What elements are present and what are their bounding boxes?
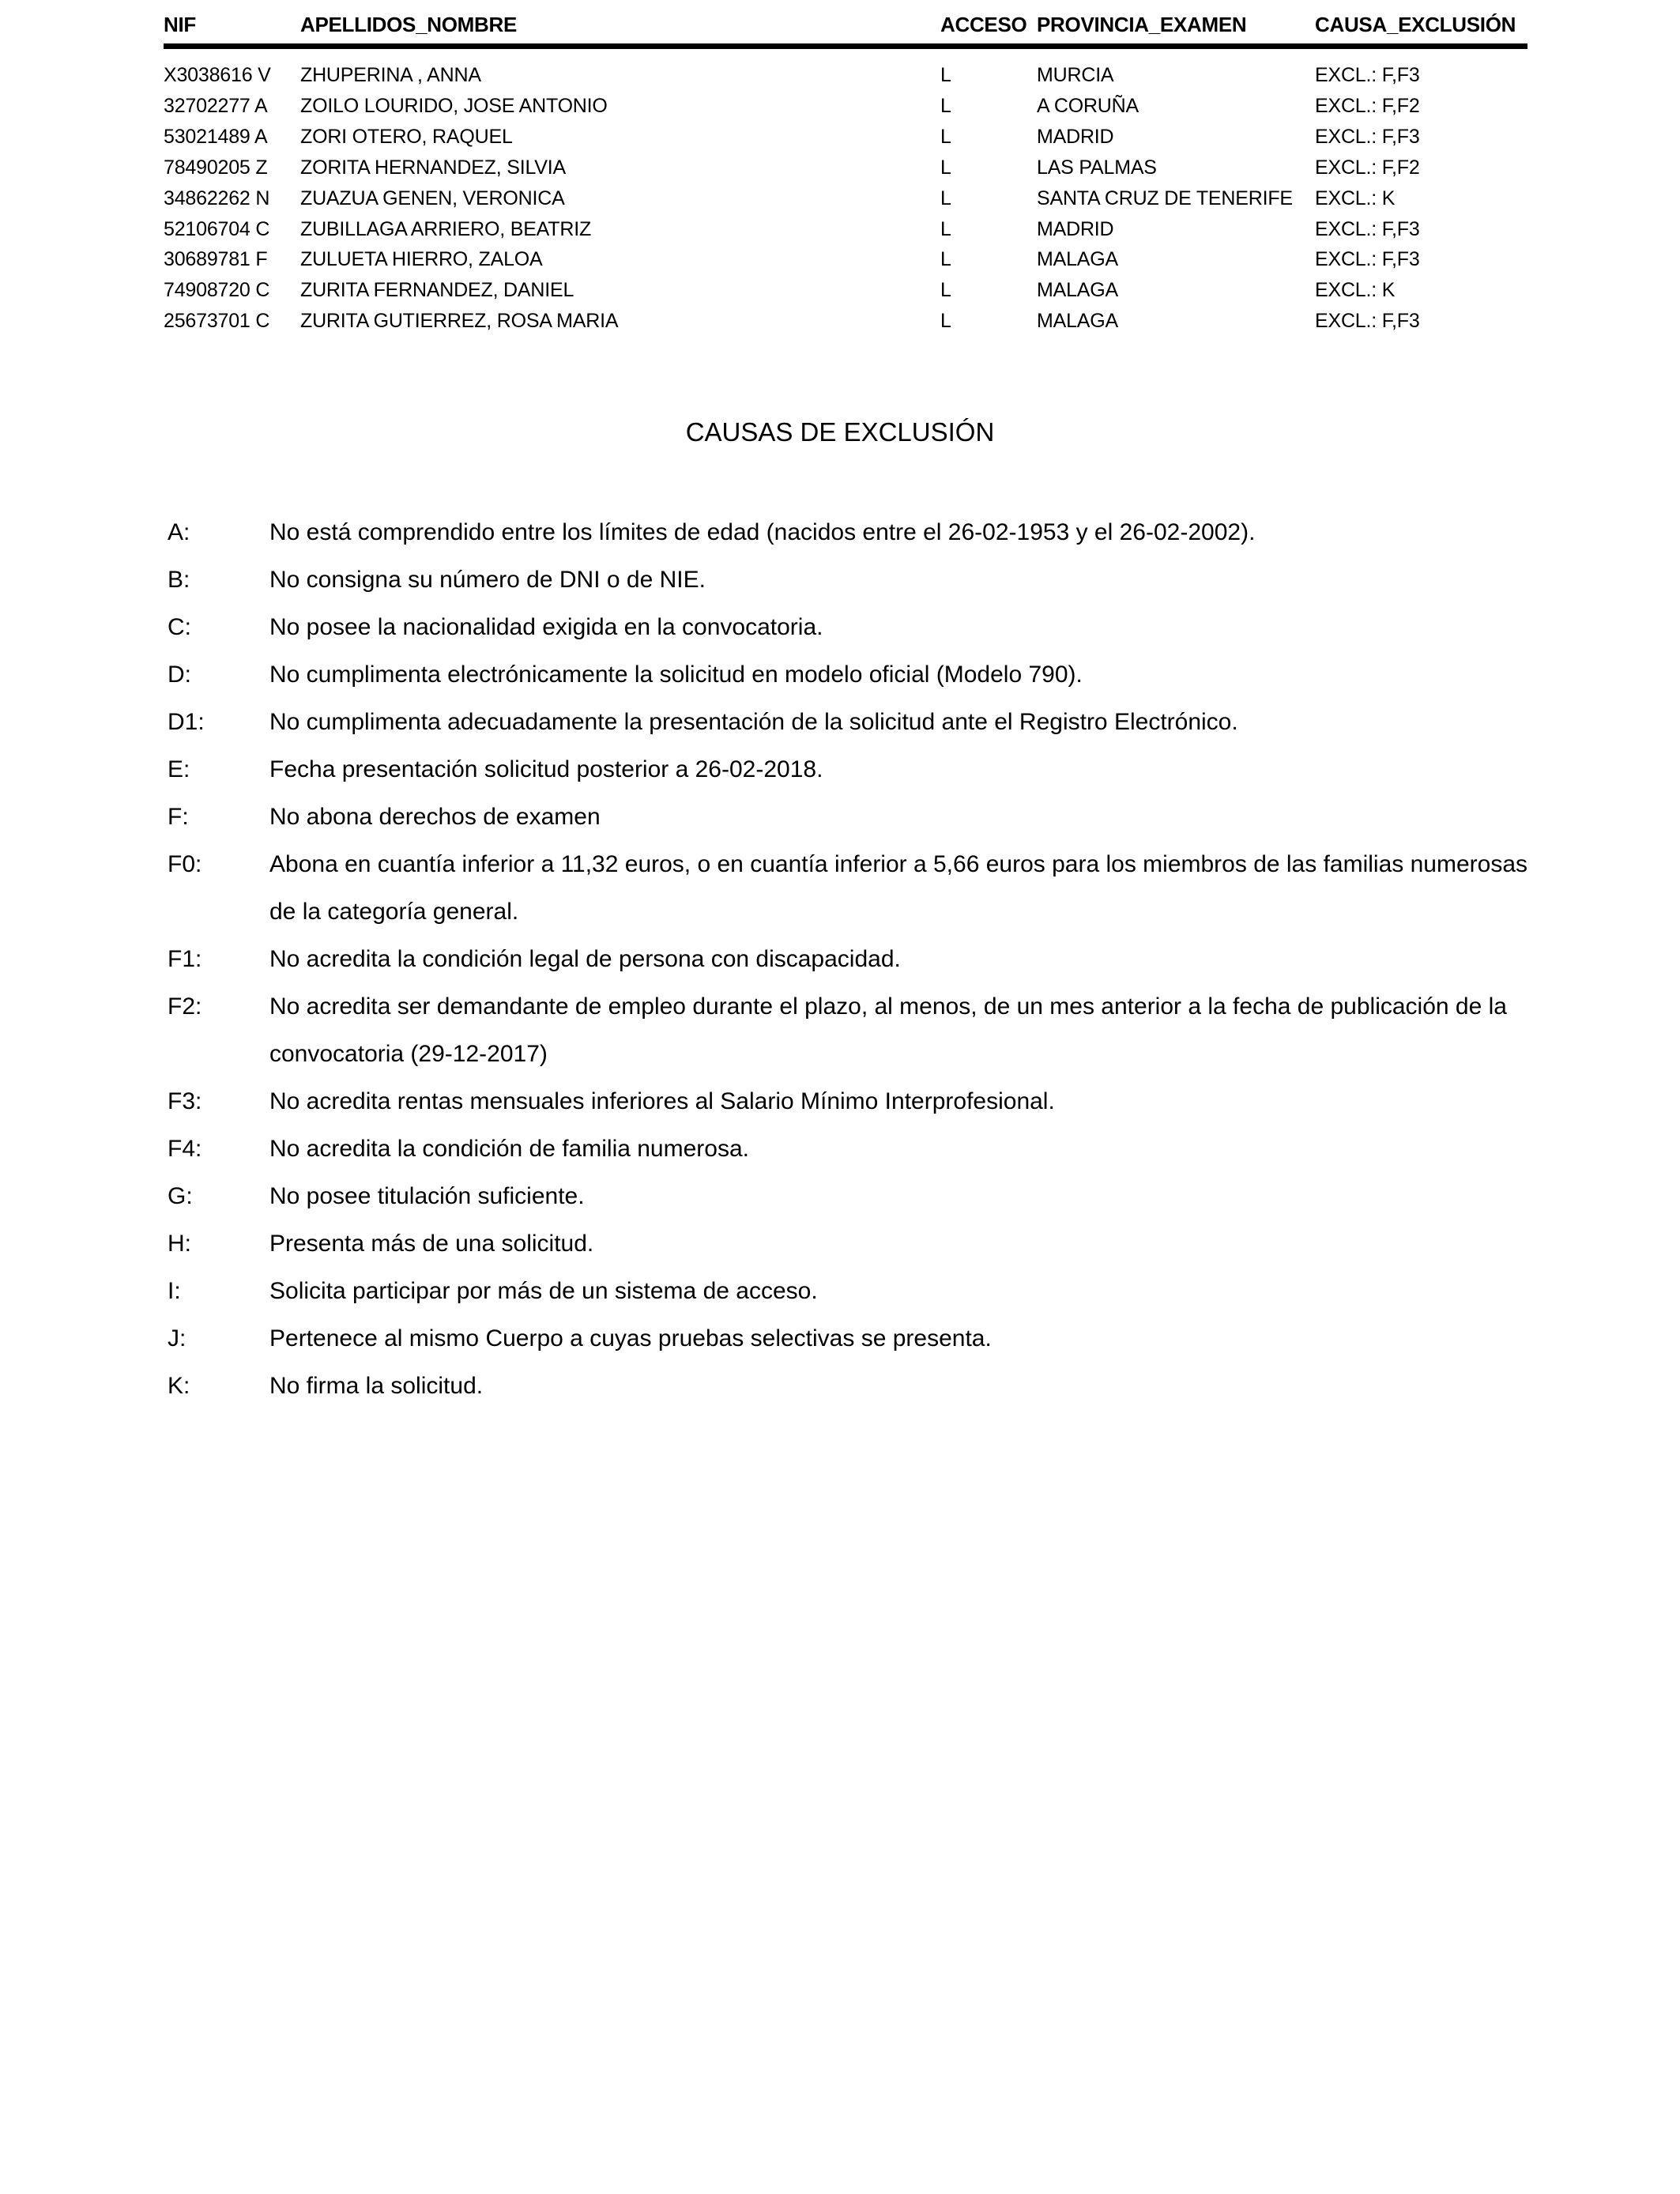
nif-cell: 74908720 C: [164, 279, 270, 302]
causa-cell: EXCL.: F,F2: [1315, 156, 1420, 179]
acceso-cell: L: [940, 217, 951, 240]
cause-text: Presenta más de una solicitud.: [269, 1231, 594, 1257]
cause-item: [168, 1173, 1535, 1220]
column-header-acceso: ACCESO: [940, 13, 1027, 36]
cause-code: F2:: [168, 993, 202, 1020]
cause-code: I:: [168, 1278, 181, 1304]
cause-code: G:: [168, 1183, 193, 1209]
cause-text: No acredita ser demandante de empleo durante el plazo, al menos, de un mes anterior a la fecha de publicación de la convocatoria (29-12-2017): [269, 993, 1507, 1067]
provincia-cell: MADRID: [1037, 125, 1114, 148]
nif-cell: 25673701 C: [164, 310, 270, 333]
cause-item: [168, 841, 1535, 936]
cause-code: B:: [168, 567, 190, 593]
acceso-cell: L: [940, 125, 951, 148]
cause-code: H:: [168, 1231, 191, 1257]
acceso-cell: L: [940, 248, 951, 271]
cause-text: No posee la nacionalidad exigida en la convocatoria.: [269, 614, 823, 640]
acceso-cell: L: [940, 310, 951, 333]
nombre-cell: ZUAZUA GENEN, VERONICA: [300, 187, 565, 209]
causa-cell: EXCL.: F,F3: [1315, 310, 1420, 333]
table-body: [164, 49, 1527, 337]
nif-cell: 52106704 C: [164, 217, 270, 240]
nif-cell: 34862262 N: [164, 187, 270, 209]
cause-text: No cumplimenta adecuadamente la presentación de la solicitud ante el Registro Electrónico.: [269, 709, 1238, 735]
provincia-cell: MALAGA: [1037, 310, 1118, 333]
cause-item: [168, 604, 1535, 651]
provincia-cell: MURCIA: [1037, 64, 1114, 86]
cause-code: J:: [168, 1325, 186, 1351]
cause-code: D1:: [168, 709, 205, 735]
provincia-cell: A CORUÑA: [1037, 94, 1139, 117]
nombre-cell: ZORITA HERNANDEZ, SILVIA: [300, 156, 566, 179]
table-row: [164, 244, 1527, 275]
cause-text: No acredita rentas mensuales inferiores al Salario Mínimo Interprofesional.: [269, 1088, 1055, 1114]
provincia-cell: MALAGA: [1037, 248, 1118, 271]
acceso-cell: L: [940, 64, 951, 86]
nombre-cell: ZUBILLAGA ARRIERO, BEATRIZ: [300, 217, 592, 240]
nif-cell: X3038616 V: [164, 64, 271, 86]
column-header-provincia: PROVINCIA_EXAMEN: [1037, 13, 1247, 36]
cause-code: D:: [168, 662, 191, 688]
cause-text: No cumplimenta electrónicamente la solicitud en modelo oficial (Modelo 790).: [269, 662, 1083, 688]
causa-cell: EXCL.: F,F3: [1315, 125, 1420, 148]
cause-item: [168, 556, 1535, 604]
nombre-cell: ZORI OTERO, RAQUEL: [300, 125, 513, 148]
page-title: CAUSAS DE EXCLUSIÓN: [685, 417, 995, 447]
nif-cell: 32702277 A: [164, 94, 268, 117]
table-row: [164, 183, 1527, 214]
cause-text: No abona derechos de examen: [269, 804, 601, 830]
cause-item: [168, 1315, 1535, 1363]
nombre-cell: ZHUPERINA , ANNA: [300, 64, 481, 86]
acceso-cell: L: [940, 156, 951, 179]
cause-text: Solicita participar por más de un sistema de acceso.: [269, 1278, 818, 1304]
acceso-cell: L: [940, 94, 951, 117]
cause-item: [168, 746, 1535, 794]
table-row: [164, 214, 1527, 245]
cause-item: [168, 1125, 1535, 1173]
cause-code: F0:: [168, 851, 202, 877]
column-header-nombre: APELLIDOS_NOMBRE: [300, 13, 518, 36]
cause-code: C:: [168, 614, 191, 640]
table-row: [164, 306, 1527, 337]
cause-code: F3:: [168, 1088, 202, 1114]
column-header-nif: NIF: [164, 13, 196, 36]
provincia-cell: MALAGA: [1037, 279, 1118, 302]
table-row: [164, 122, 1527, 153]
cause-item: [168, 983, 1535, 1078]
causa-cell: EXCL.: F,F3: [1315, 64, 1420, 86]
cause-code: F4:: [168, 1136, 202, 1162]
cause-item: [168, 1220, 1535, 1268]
causa-cell: EXCL.: K: [1315, 279, 1396, 302]
causa-cell: EXCL.: F,F3: [1315, 248, 1420, 271]
provincia-cell: SANTA CRUZ DE TENERIFE: [1037, 187, 1293, 209]
provincia-cell: MADRID: [1037, 217, 1114, 240]
nombre-cell: ZURITA GUTIERREZ, ROSA MARIA: [300, 310, 619, 333]
cause-text: Abona en cuantía inferior a 11,32 euros, o en cuantía inferior a 5,66 euros para los miembros de las familias numerosas de la categoría general.: [269, 851, 1528, 925]
nif-cell: 78490205 Z: [164, 156, 268, 179]
provincia-cell: LAS PALMAS: [1037, 156, 1157, 179]
column-header-causa: CAUSA_EXCLUSIÓN: [1315, 13, 1516, 36]
causa-cell: EXCL.: F,F2: [1315, 94, 1420, 117]
table-header-row: [164, 13, 1527, 49]
acceso-cell: L: [940, 187, 951, 209]
cause-item: [168, 794, 1535, 841]
nombre-cell: ZURITA FERNANDEZ, DANIEL: [300, 279, 574, 302]
cause-text: Fecha presentación solicitud posterior a 26-02-2018.: [269, 756, 823, 782]
cause-item: [168, 1078, 1535, 1125]
exclusion-roster-table: [164, 13, 1527, 337]
cause-text: No posee titulación suficiente.: [269, 1183, 585, 1209]
cause-item: [168, 699, 1535, 746]
cause-item: [168, 1268, 1535, 1315]
cause-item: [168, 1363, 1535, 1410]
cause-item: [168, 651, 1535, 699]
cause-text: No acredita la condición legal de persona con discapacidad.: [269, 946, 901, 972]
cause-code: A:: [168, 519, 190, 545]
nombre-cell: ZOILO LOURIDO, JOSE ANTONIO: [300, 94, 608, 117]
table-row: [164, 91, 1527, 122]
nombre-cell: ZULUETA HIERRO, ZALOA: [300, 248, 543, 271]
cause-item: [168, 509, 1535, 556]
table-row: [164, 60, 1527, 91]
cause-code: F:: [168, 804, 189, 830]
table-row: [164, 275, 1527, 306]
cause-code: F1:: [168, 946, 202, 972]
acceso-cell: L: [940, 279, 951, 302]
cause-text: No está comprendido entre los límites de edad (nacidos entre el 26-02-1953 y el 26-02-2002).: [269, 519, 1256, 545]
nif-cell: 30689781 F: [164, 248, 268, 271]
cause-text: No consigna su número de DNI o de NIE.: [269, 567, 706, 593]
table-row: [164, 153, 1527, 183]
nif-cell: 53021489 A: [164, 125, 268, 148]
cause-code: E:: [168, 756, 190, 782]
cause-code: K:: [168, 1373, 190, 1399]
cause-text: No acredita la condición de familia numerosa.: [269, 1136, 749, 1162]
cause-item: [168, 936, 1535, 983]
cause-text: No firma la solicitud.: [269, 1373, 484, 1399]
causa-cell: EXCL.: K: [1315, 187, 1396, 209]
cause-text: Pertenece al mismo Cuerpo a cuyas pruebas selectivas se presenta.: [269, 1325, 992, 1351]
exclusion-causes-list: [168, 509, 1535, 1410]
causa-cell: EXCL.: F,F3: [1315, 217, 1420, 240]
